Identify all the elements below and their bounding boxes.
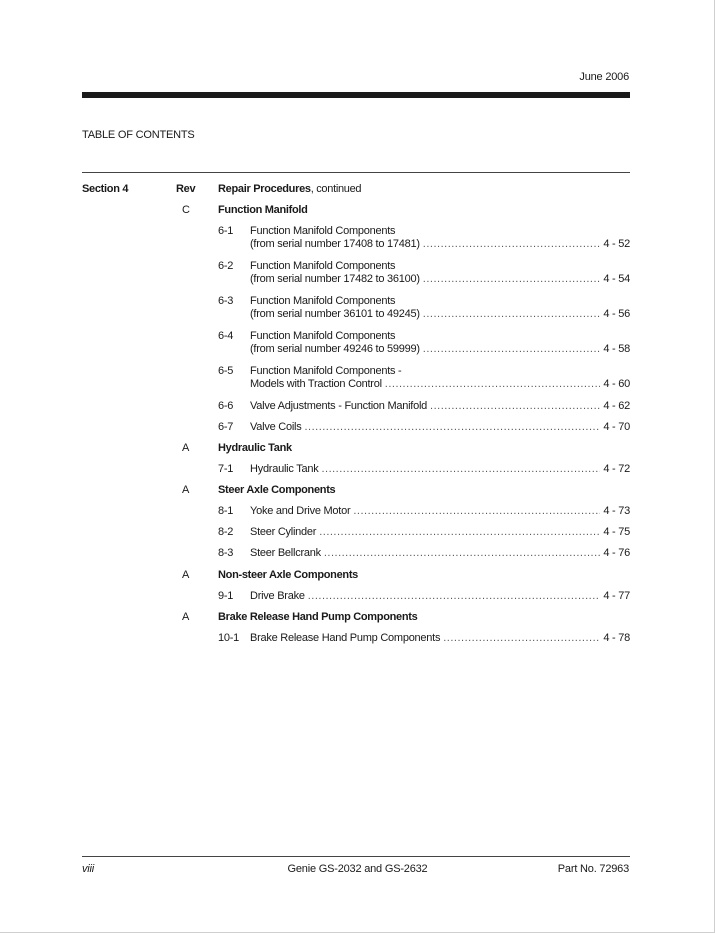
group-title: Steer Axle Components [218, 484, 336, 496]
footer-part-number: Part No. 72963 [557, 863, 629, 875]
group-rev: A [182, 484, 190, 496]
toc-entry[interactable] [218, 225, 630, 251]
dot-leader [443, 632, 600, 645]
entry-page: 4 - 77 [603, 590, 630, 602]
entry-number: 6-2 [218, 260, 234, 272]
entry-title: Brake Release Hand Pump Components [250, 632, 441, 644]
entry-title: Drive Brake [250, 590, 305, 602]
group-title: Non-steer Axle Components [218, 569, 359, 581]
entry-number: 9-1 [218, 590, 234, 602]
entry-page: 4 - 54 [603, 273, 630, 285]
toc-entry[interactable] [218, 260, 630, 286]
group-rev: A [182, 442, 190, 454]
footer-rule [82, 856, 630, 857]
dot-leader [423, 238, 601, 251]
entry-title-line2: (from serial number 17482 to 36100) [250, 273, 420, 285]
toc-entry[interactable] [218, 295, 630, 321]
toc-entry[interactable] [218, 330, 630, 356]
entry-page: 4 - 60 [603, 378, 630, 390]
entry-number: 6-7 [218, 421, 234, 433]
section-title [218, 183, 361, 195]
entry-title: Steer Bellcrank [250, 547, 321, 559]
dot-leader [423, 273, 601, 286]
entry-title-line2: (from serial number 17408 to 17481) [250, 238, 420, 250]
entry-title-line2: Models with Traction Control [250, 378, 382, 390]
header-rule [82, 92, 630, 98]
group-title: Brake Release Hand Pump Components [218, 611, 418, 623]
rev-column-label: Rev [176, 183, 196, 195]
toc-entry[interactable] [218, 421, 630, 434]
footer-page-number: viii [82, 863, 95, 875]
entry-page: 4 - 75 [603, 526, 630, 538]
entry-number: 10-1 [218, 632, 240, 644]
entry-number: 8-2 [218, 526, 234, 538]
toc-title: TABLE OF CONTENTS [82, 129, 195, 141]
entry-title-line2: (from serial number 36101 to 49245) [250, 308, 420, 320]
dot-leader [385, 378, 601, 391]
entry-page: 4 - 52 [603, 238, 630, 250]
entry-title: Hydraulic Tank [250, 463, 319, 475]
toc-entry[interactable] [218, 632, 630, 645]
entry-title-line1: Function Manifold Components [250, 225, 396, 237]
entry-number: 6-5 [218, 365, 234, 377]
group-rev: C [182, 204, 190, 216]
entry-page: 4 - 56 [603, 308, 630, 320]
entry-number: 8-3 [218, 547, 234, 559]
toc-entry[interactable] [218, 547, 630, 560]
entry-title: Yoke and Drive Motor [250, 505, 351, 517]
group-rev: A [182, 611, 190, 623]
entry-number: 6-4 [218, 330, 234, 342]
entry-title-line1: Function Manifold Components [250, 330, 396, 342]
dot-leader [308, 590, 601, 603]
dot-leader [353, 505, 600, 518]
entry-title-line1: Function Manifold Components [250, 295, 396, 307]
entry-title-line1: Function Manifold Components [250, 260, 396, 272]
section-title-bold: Repair Procedures [218, 183, 311, 195]
dot-leader [430, 400, 600, 413]
entry-number: 8-1 [218, 505, 234, 517]
entry-page: 4 - 73 [603, 505, 630, 517]
entry-number: 6-6 [218, 400, 234, 412]
entry-title: Steer Cylinder [250, 526, 317, 538]
toc-entry[interactable] [218, 590, 630, 603]
group-title: Function Manifold [218, 204, 308, 216]
entry-number: 7-1 [218, 463, 234, 475]
toc-entry[interactable] [218, 463, 630, 476]
dot-leader [304, 421, 600, 434]
group-rev: A [182, 569, 190, 581]
header-date: June 2006 [579, 71, 629, 83]
entry-page: 4 - 76 [603, 547, 630, 559]
entry-title-line1: Function Manifold Components - [250, 365, 402, 377]
footer-title: Genie GS-2032 and GS-2632 [287, 863, 428, 875]
toc-entry[interactable] [218, 365, 630, 391]
dot-leader [321, 463, 600, 476]
entry-page: 4 - 58 [603, 343, 630, 355]
dot-leader [423, 343, 601, 356]
entry-number: 6-3 [218, 295, 234, 307]
entry-title: Valve Coils [250, 421, 302, 433]
group-title: Hydraulic Tank [218, 442, 292, 454]
dot-leader [324, 547, 601, 560]
section-label: Section 4 [82, 183, 129, 195]
toc-rule [82, 172, 630, 173]
section-title-continued: , continued [310, 183, 362, 195]
entry-title: Valve Adjustments - Function Manifold [250, 400, 428, 412]
entry-page: 4 - 62 [603, 400, 630, 412]
entry-number: 6-1 [218, 225, 234, 237]
toc-entry[interactable] [218, 526, 630, 539]
entry-page: 4 - 72 [603, 463, 630, 475]
entry-page: 4 - 78 [603, 632, 630, 644]
entry-title-line2: (from serial number 49246 to 59999) [250, 343, 420, 355]
dot-leader [423, 308, 601, 321]
toc-entry[interactable] [218, 400, 630, 413]
entry-page: 4 - 70 [603, 421, 630, 433]
toc-entry[interactable] [218, 505, 630, 518]
dot-leader [319, 526, 600, 539]
